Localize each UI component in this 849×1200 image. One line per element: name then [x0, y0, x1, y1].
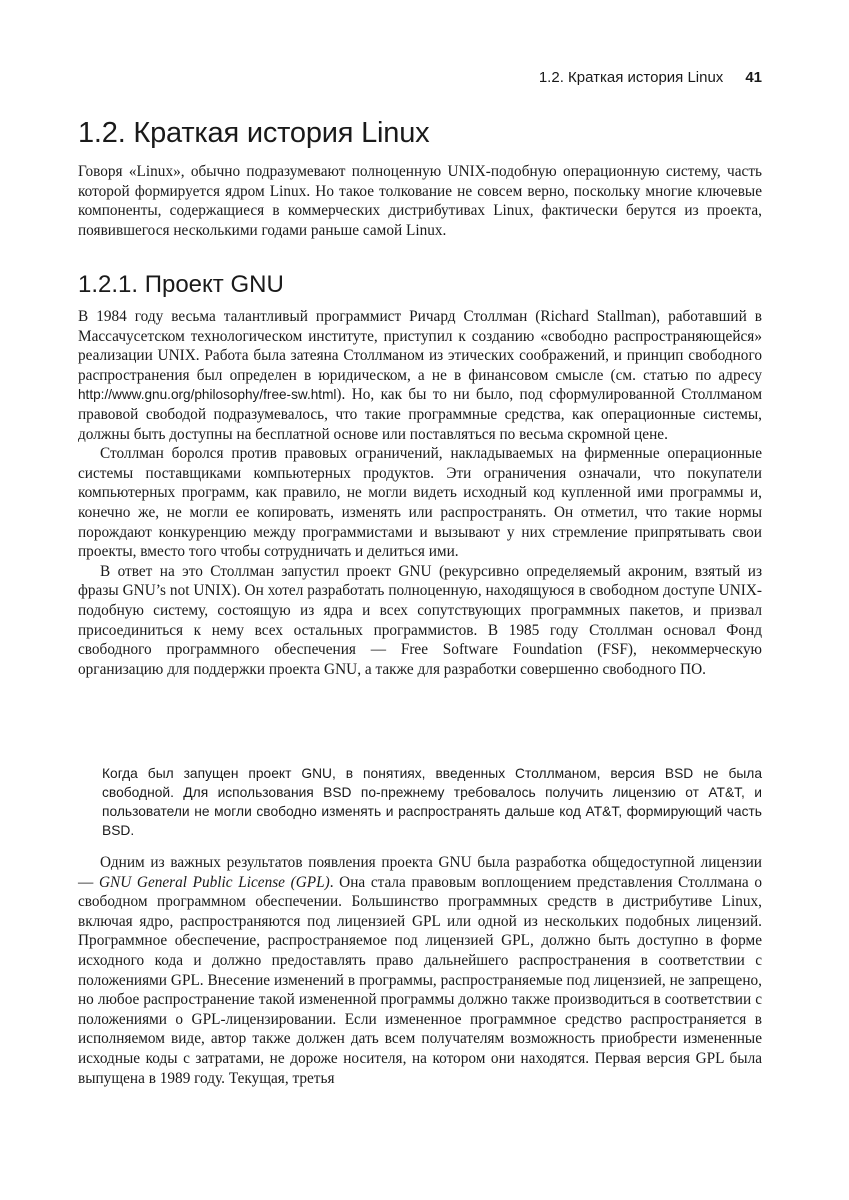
page-number: 41 — [745, 69, 762, 86]
gnu-philosophy-link[interactable]: http://www.gnu.org/philosophy/free-sw.html — [78, 387, 337, 403]
gpl-text — [78, 853, 762, 1088]
running-header — [78, 68, 762, 88]
section-title: 1.2. Краткая история Linux — [78, 117, 430, 149]
intro-paragraph: Говоря «Linux», обычно подразумевают полноценную UNIX-подобную операционную систему, часть которой формируется ядром Linux. Но такое толкование не совсем верно, поскольку многие ключевые компоненты, содержащиеся в коммерческих дистрибутивах Linux, фактически берутся из проекта, появившегося несколькими годами раньше самой Linux. — [78, 163, 762, 239]
paragraph-2: Столлман боролся против правовых ограничений, накладываемых на фирменные операционные системы поставщиками компьютерных продуктов. Эти ограничения означали, что покупатели компьютерных программ, как правило, не могли видеть исходный код купленной ими программы и, конечно же, не могли ее копировать, изменять или распространять. Он отметил, что такие нормы порождают конкуренцию между программистами и вызывают у них стремление припрятывать свои проекты, вместо того чтобы сотрудничать и делиться ими. — [78, 445, 762, 561]
paragraph-1 — [78, 307, 762, 444]
subsection-title: 1.2.1. Проект GNU — [78, 271, 284, 298]
paragraph-4-start: Одним из важных результатов появления проекта GNU была разработка общедоступной лицензии — — [78, 854, 762, 891]
paragraph-4-end: . Она стала правовым воплощением представления Столлмана о свободном программном обеспечении. Большинство программных средств в дистрибутиве Linux, включая ядро, распространяются под лицензией GPL или одной из нескольких подобных лицензий. Программное обеспечение, распространяемое под лицензией GPL, должно быть доступно в форме исходного кода и должно предоставлять право дальнейшего распространения в соответствии с положениями GPL. Внесение изменений в программы, распространяемые под лицензией, не запрещено, но любое распространение такой измененной программы должно также производиться в соответствии с положениями о GPL-лицензировании. Если измененное программное средство распространяется в исполняемом виде, автор также должен дать всем получателям возможность приобрести измененные исходные коды с затратами, не дороже носителя, на котором они находятся. Первая версия GPL была выпущена в 1989 году. Текущая, третья — [78, 873, 762, 1087]
gpl-emphasis: GNU General Public License (GPL) — [98, 873, 330, 891]
paragraph-3: В ответ на это Столлман запустил проект GNU (рекурсивно определяемый акроним, взятый из фразы GNU’s not UNIX). Он хотел разработать полноценную, находящуюся в свободном доступе UNIX-подобную систему, состоящую из ядра и всех сопутствующих программных пакетов, и призвал присоединиться к нему всех остальных программистов. В 1985 году Столлман основал Фонд свободного программного обеспечения — Free Software Foundation (FSF), некоммерческую организацию для поддержки проекта GNU, а также для разработки совершенно свободного ПО. — [78, 562, 762, 678]
paragraph-4 — [78, 853, 762, 1088]
paragraph-1-start: В 1984 году весьма талантливый программист Ричард Столлман (Richard Stallman), работавший в Массачусетском технологическом институте, приступил к созданию «свободно распространяющейся» реализации UNIX. Работа была затеяна Столлманом из этических соображений, и принцип свободного распространения был определен в юридическом, а не в финансовом смысле (см. статью по адресу — [78, 308, 762, 384]
gnu-text — [78, 307, 762, 679]
section-intro — [78, 162, 762, 240]
paragraph-1-end: ). Но, как бы то ни было, под сформулированной Столлманом правовой свободой подразумевалось, что такие программные средства, как операционные системы, должны быть доступны на бесплатной основе или поставляться по весьма скромной цене. — [78, 386, 762, 443]
bsd-note: Когда был запущен проект GNU, в понятиях, введенных Столлманом, версия BSD не была свободной. Для использования BSD по-прежнему требовалось получить лицензию от AT&T, и пользователи не могли свободно изменять и распространять дальше код AT&T, формирующий часть BSD. — [102, 766, 762, 838]
running-title: 1.2. Краткая история Linux — [538, 69, 724, 86]
